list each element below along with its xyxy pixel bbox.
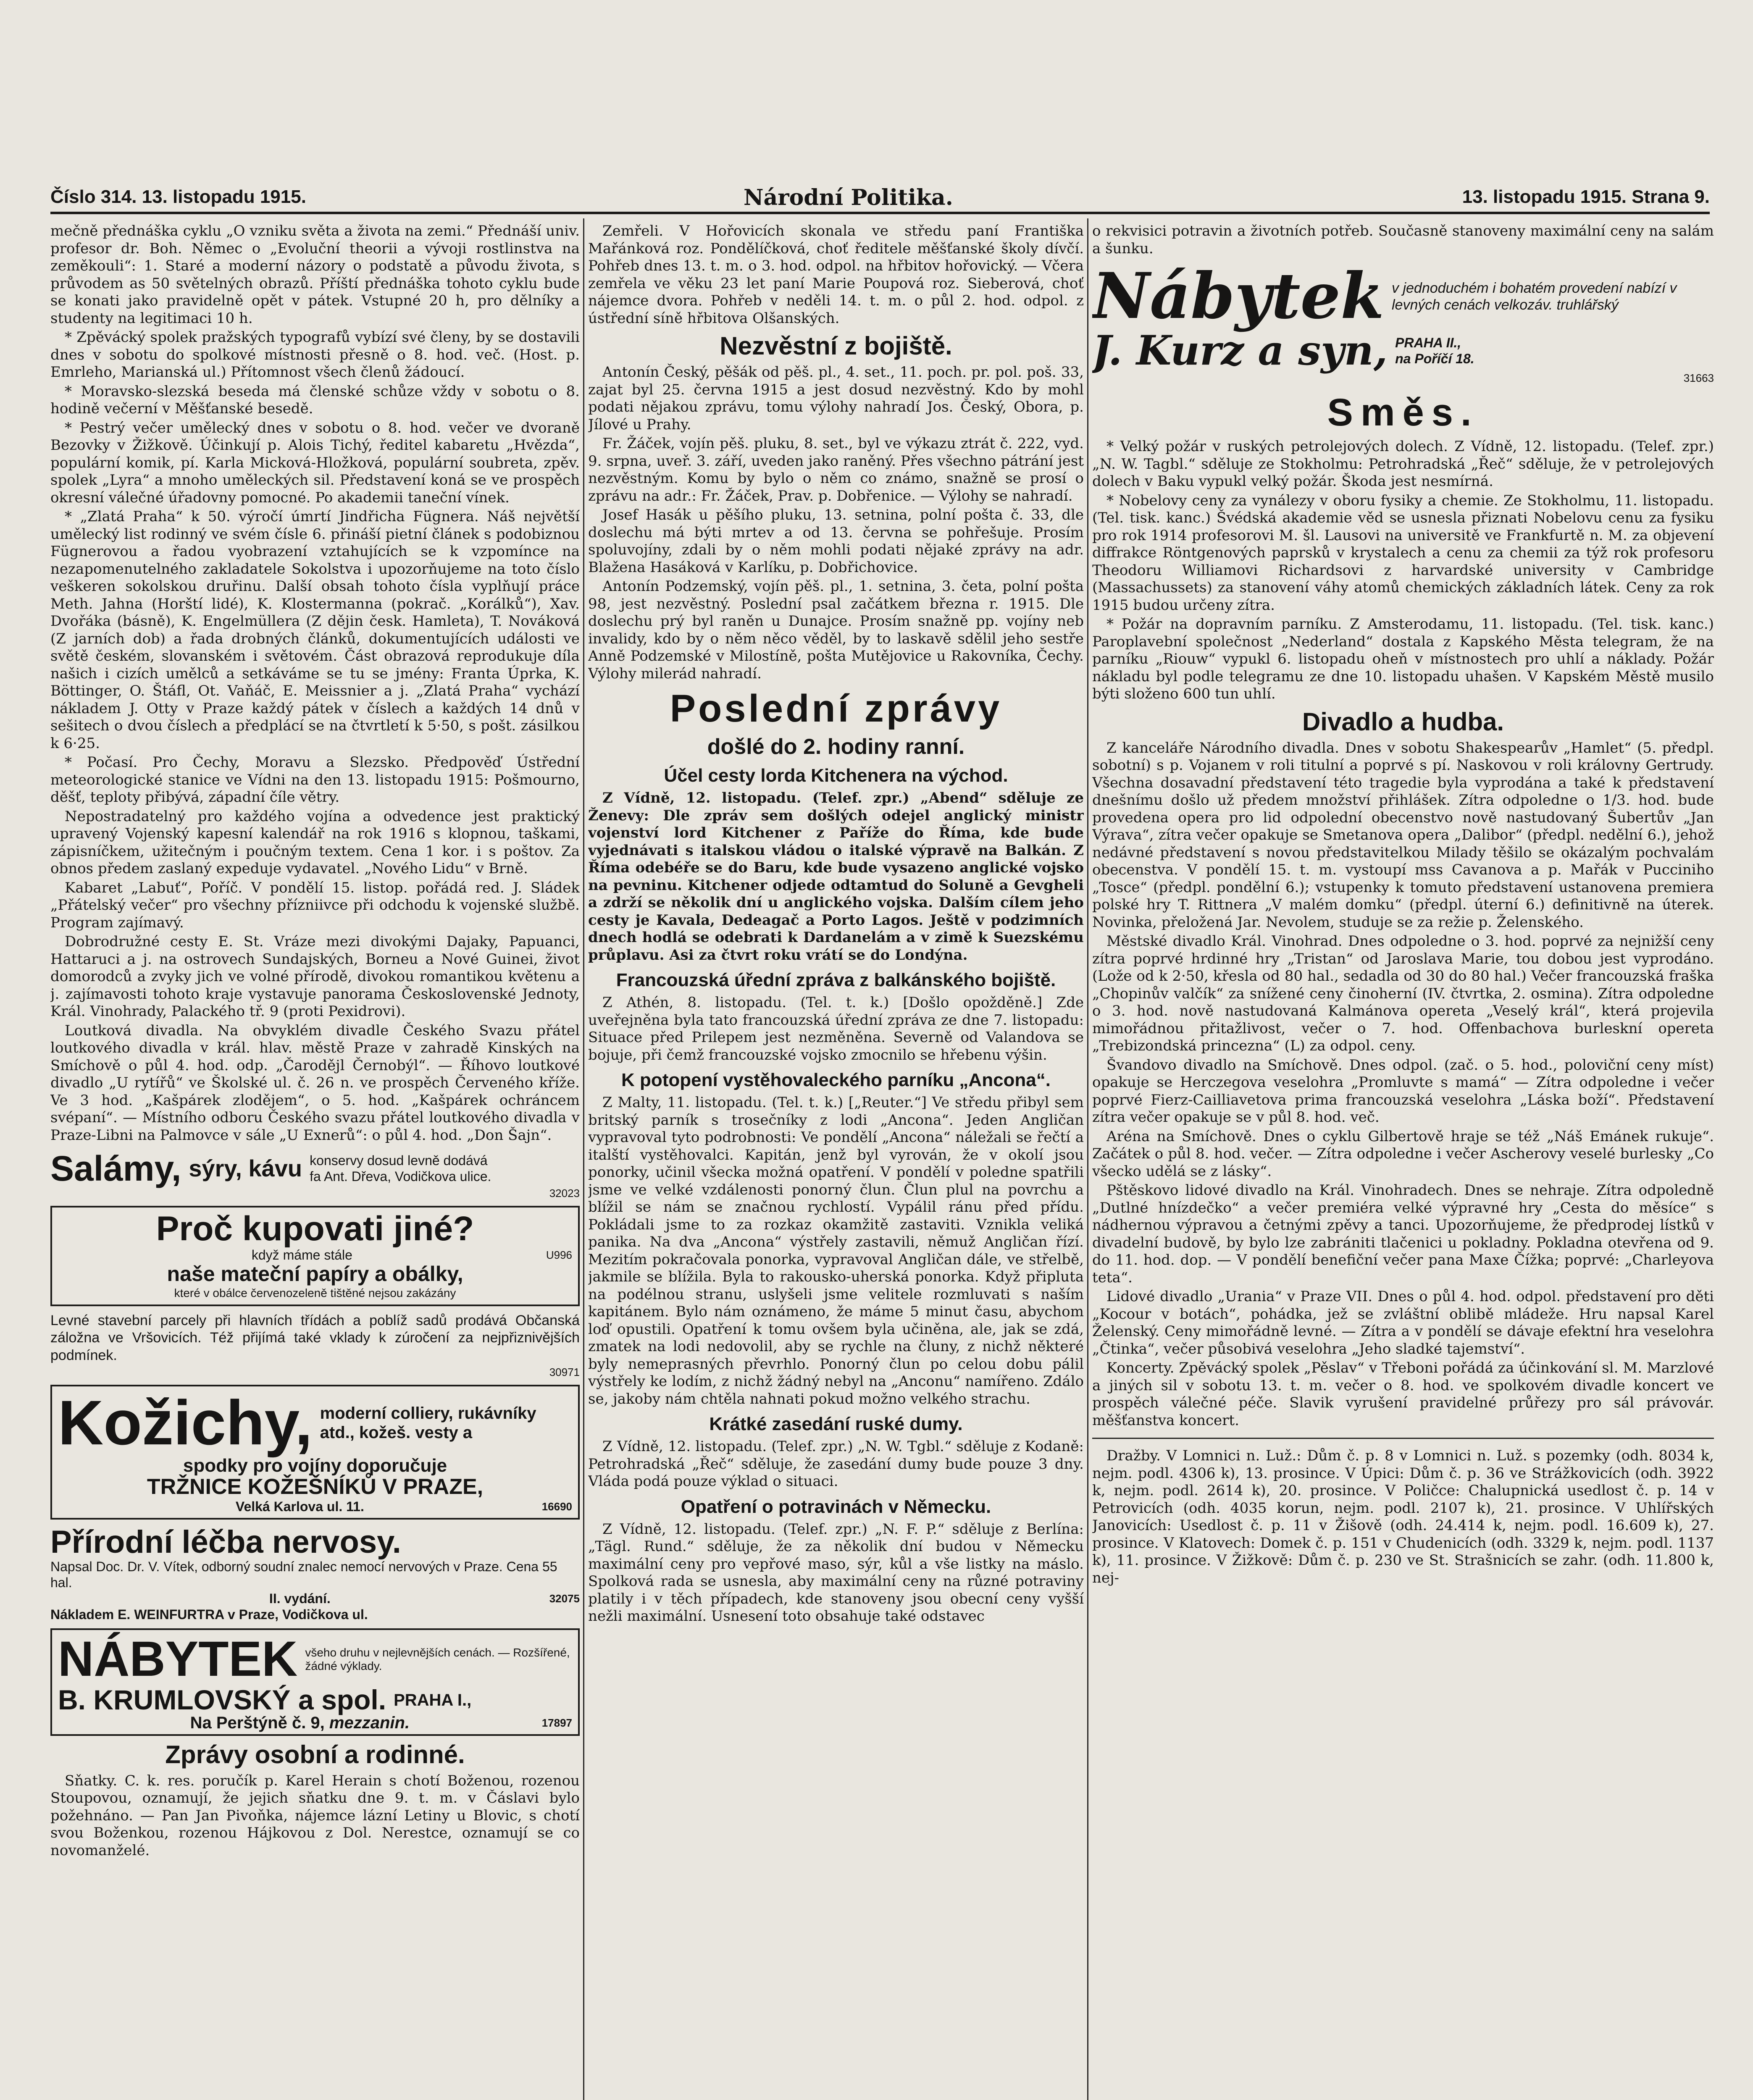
- ad-nabytek-floor: mezzanin.: [329, 1713, 410, 1732]
- article-paragraph: Z kanceláře Národního divadla. Dnes v sobotu Shakespearův „Hamlet“ (5. předpl. sobotní) s p. Vojanem v roli titulní a poprvé s pí. Naskovou v roli královny Gertrudy. Všechna dosavadní představení této tragedie byla vyprodána a také k představení dnešnímu došlo už předem množství přihlášek. Zítra odpoledne o 1/3. hod. bude provedena opera pro lid odpolední obecenstvo nově nastudovaný Šubertův „Jan Výrava“, zítra večer opakuje se Smetanova opera „Dalibor“ (předpl. nedělní 6.), jehož nedávné představení s novou představitelkou Milady těšilo se okázalým pochvalám obecenstva. V pondělí 15. t. m. vystoupí mss Cavanova a p. Mařák v Pucciniho „Tosce“ (předpl. pondělní 6.); vstupenky k tomuto představení ustanovena premiera polské hry T. Rittnera „V malém domku“ (předpl. úterní 6.) definitivně na úterek. Novinka, přeložená Jar. Nevolem, studuje se za režie p. Želenského.: [1092, 739, 1714, 931]
- ad-prirodni-edition-label: II. vydání.: [269, 1591, 331, 1606]
- ad-proc-slogan: naše mateční papíry a obálky,: [167, 1262, 463, 1286]
- ad-kozichy-line: spodky pro vojíny doporučuje: [183, 1455, 447, 1476]
- article-paragraph: * Moravsko-slezská beseda má členské schůze vždy v sobotu o 8. hodině večerní v Měšťanské besedě.: [50, 383, 580, 417]
- ad-nabytek-kurz-company: J. Kurz a syn,: [1092, 326, 1388, 374]
- article-paragraph: Pštěskovo lidové divadlo na Král. Vinohradech. Dnes se nehraje. Zítra odpoledně „Dutlné hnízdečko“ a večer premiéra velké výpravné hry „Cesta do měsíce“ s nádhernou výpravou a četnými zpěvy a tanci. Upozorňujeme, že předprodej lístků v divadelní budově, by bylo lze zabrániti tlačenici u pokladny. Pokladna otevřena od 9. do 11. hod. dop. — V pondělí benefiční večer pana Maxe Čížka; poprvé: „Charleyova teta“.: [1092, 1182, 1714, 1286]
- article-headline: K potopení vystěhovaleckého parníku „Ancona“.: [621, 1070, 1051, 1090]
- article-paragraph: Z Vídně, 12. listopadu. (Telef. zpr.) „N. F. P.“ sděluje z Berlína: „Tägl. Rund.“ sděluje, že za několik dní budou v Německu maximální ceny pro vepřové maso, sýr, kůl a vše listky na máslo. Spolková rada se usnesla, aby maximální ceny na různé potraviny platily i v těch případech, kde stanoveny jsou obecní ceny vyšší nežli maximální. Usnesení toto obsahuje také odstavec: [588, 1520, 1084, 1625]
- ad-nabytek-kurz-side: v jednoduchém i bohatém provedení nabízí v levných cenách velkozáv. truhlářský: [1392, 280, 1677, 313]
- ad-parcely-text: Levné stavební parcely při hlavních třídách a poblíž sadů prodává Občanská záložna ve Vršovicích. Též přijímá také vklady k zúročení za nejpřiznivějších podmínek.: [50, 1312, 580, 1363]
- ad-proc-text: [58, 1247, 572, 1263]
- ad-nabytek-kurz: [1092, 259, 1714, 386]
- ad-code: U996: [546, 1249, 572, 1262]
- ad-parcely: [50, 1310, 580, 1381]
- ad-prirodni-edition: [50, 1591, 580, 1606]
- ad-code: 17897: [541, 1716, 572, 1729]
- ad-kozichy-side: moderní colliery, rukávníky atd., kožeš. vesty a: [320, 1404, 536, 1442]
- article-paragraph: Josef Hasák u pěšího pluku, 13. setnina, polní pošta č. 33, dle doslechu má býti mrtev a od 13. června se pohřešuje. Prosím spoluvojíny, zdali by o něm mohli podati nějaké zprávy na adr. Blažena Hasáková v Karlíku, p. Dobřichovice.: [588, 507, 1084, 576]
- ad-salamy-text: fa Ant. Dřeva, Vodičkova ulice.: [310, 1169, 491, 1184]
- column-1: [50, 223, 580, 2100]
- article-paragraph: Dobrodružné cesty E. St. Vráze mezi divokými Dajaky, Papuanci, Hattaruci a j. na ostrovech Sundajských, Borneu a Nové Guinei, život domorodců a zvyky jich ve volné přírodě, divokou romantikou květenu a j. zajímavosti tohoto kraje vystavuje panorama Československé Jednoty, Král. Vinohrady, Palackého tř. 9 (proti Pexidrovi).: [50, 933, 580, 1020]
- article-paragraph: * Zpěvácký spolek pražských typografů vybízí své členy, by se dostavili dnes v sobotu do spolkové místnosti přesně o 8. hod. več. (Host. p. Emrleho, Marianská ul.) Přítomnost všech členů žádoucí.: [50, 329, 580, 381]
- ad-proc-kupovati: [50, 1206, 580, 1306]
- article-paragraph: Loutková divadla. Na obvyklém divadle Českého Svazu přátel loutkového divadla v král. hlav. městě Praze v zahradě Kinských na Smíchově o půl 4. hod. odp. „Čarodějl Černobýl“. — Říhovo loutkové divadlo „U rytířů“ ve Školské ul. č. 26 n. ve prospěch Červeného kříže. Ve 3 hod. „Kašpárek zlodějem“, o 5. hod. „Kašpárek ochráncem svépaní“. — Místního odboru Českého svazu přátel loutkového divadla v Praze-Libni na Palmovce v sále „U Exnerů“: o půl 4. hod. „Don Šajn“.: [50, 1022, 580, 1144]
- ad-prirodni-title: Přírodní léčba nervosy.: [50, 1524, 401, 1560]
- article-paragraph: Zemřeli. V Hořovicích skonala ve středu paní Františka Mařánková roz. Pondělíčková, choť ředitele měšťanské školy dívčí. Pohřeb dnes 13. t. m. o 3. hod. odpol. na hřbitov hořovický. — Včera zemřela ve věku 23 let paní Marie Poupová roz. Sieberová, choť nájemce dvora. Pohřeb v neděli 14. t. m. o půl 2. hod. odpol. z ústřední síně hřbitova Olšanských.: [588, 223, 1084, 327]
- ad-nabytek-title: NÁBYTEK: [58, 1631, 298, 1687]
- ad-nabytek-city: PRAHA I.,: [394, 1690, 472, 1709]
- ad-kozichy-address: [58, 1499, 572, 1515]
- article-paragraph: * Požár na dopravním parníku. Z Amsterodamu, 11. listopadu. (Tel. tisk. kanc.) Paroplavební společnost „Nederland“ dostala z Kapského Města telegram, že na parníku „Riouw“ vypukl 6. listopadu oheň v místnostech pro uhlí a náklady. Požár nákladu byl podle telegramu ze dne 10. listopadu uhašen. V Kapském Městě musilo býti složeno 600 tun uhlí.: [1092, 616, 1714, 703]
- ad-kozichy-shop: TRŽNICE KOŽEŠNÍKŮ V PRAZE,: [147, 1474, 484, 1499]
- masthead-title: Národní Politika.: [744, 185, 953, 210]
- ad-salamy: [50, 1148, 580, 1202]
- article-paragraph: Z Vídně, 12. listopadu. (Telef. zpr.) „N. W. Tgbl.“ sděluje z Kodaně: Petrohradská „Řeč“ sděluje, že zasedání dumy bude pouze 3 dny. Vláda podá pouze výklad o situaci.: [588, 1438, 1084, 1490]
- ad-kozichy-title: Kožichy,: [58, 1387, 313, 1458]
- article-headline: Francouzská úřední zpráva z balkánského bojiště.: [616, 970, 1056, 990]
- article-paragraph: Lidové divadlo „Urania“ v Praze VII. Dnes o půl 4. hod. odpol. představení pro děti „Kocour v botách“, pohádka, jež se zvláštní oblibě mládeže. Hru napsal Karel Želenský. Ceny mimořádně levné. — Zítra a v pondělí se dávaje efektní hra veselohra „Čtinka“, večer působivá veselohra „Jeho sladké tajemství“.: [1092, 1288, 1714, 1357]
- page-info: 13. listopadu 1915. Strana 9.: [1462, 186, 1710, 207]
- article-paragraph: Antonín Český, pěšák od pěš. pl., 4. set., 11. poch. pr. pol. poš. 33, zajat byl 25. června 1915 a jest dosud nezvěstný. Kdo by mohl podati nějakou zprávu, tomu výlohy nahradí Jos. Český, Obora, p. Jílové u Prahy.: [588, 364, 1084, 433]
- article-headline: Účel cesty lorda Kitchenera na východ.: [664, 765, 1008, 786]
- article-headline: Opatření o potravinách v Německu.: [681, 1496, 991, 1517]
- column-rule: [583, 218, 584, 2100]
- article-paragraph: Švandovo divadlo na Smíchově. Dnes odpol. (zač. o 5. hod., poloviční ceny míst) opakuje se Herczegova veselohra „Promluvte s mamá“ — Zítra odpoledne i večer poprvé Fierz-Cailliavetova prima francouzská veselohra „Láska boží“. Představení zítra večer opakuje se v půl 8. hod. več.: [1092, 1056, 1714, 1126]
- article-paragraph: Z Malty, 11. listopadu. (Tel. t. k.) [„Reuter.“] Ve středu přibyl sem britský parník s trosečníky z lodi „Ancona“. Jeden Angličan vypravoval tyto podrobnosti: Ve pondělí „Ancona“ náležali se řečtí a italští vystěhovalci. Kapitán, jenž byl vyrován, že v okolí jsou ponorky, učinil všecka možná opatření. V pondělí v poledne spatřili jsme ve velké vzdálenosti ponorný člun. Člun plul na povrchu a blížil se nám se značnou rychlostí. Vypálil ránu před přídu. Pokládali jsme to za rozkaz okamžitě zastaviti. Vznikla veliká panika. Na dva „Ancona“ výstřely zastavili, němuž Angličan řízí. Mezitím pokračovala ponorka, vypravoval Angličan dále, ve střelbě, jakmile se blížila. Byla to rakousko-uherská ponorka. Když připluta na podélnou stranu, uslyšeli jsme velitele rozmluvati s naším kapitánem. Bylo nám oznámeno, že máme 5 minut času, abychom loď opustili. Opatření k tomu ovšem byla učiněna, ale, jak se zdá, zmatek na lodi nedovolil, aby se rychle na čluny, z nichž některé byly nemeprasných převrhlo. Ponorný člun po celou dobu pálil výstřely ke lodím, z nichž žádný nebyl na „Anconu“ namířeno. Zdálo se, jakoby nám chtěla nahnati pokud možno velkého strachu.: [588, 1094, 1084, 1407]
- ad-proc-line: když máme stále: [251, 1247, 352, 1263]
- ad-nabytek-street: Na Perštýně č. 9,: [190, 1713, 325, 1732]
- article-paragraph: o rekvisici potravin a životních potřeb. Současně stanoveny maximální ceny na salám a šunku.: [1092, 223, 1714, 257]
- article-paragraph: * „Zlatá Praha“ k 50. výročí úmrtí Jindřicha Fügnera. Náš největší umělecký list rodinný ve svém čísle 6. přináší pietní článek s podobiznou Fügnerovou a řadou vyobrazení vztahujících se k vzpomínce na nezapomenutelného zakladatele Sokolstva i upozorňujeme na toto číslo veškeren sokolskou druřinu. Další obsah tohoto čísla vyplňují práce Meth. Jahna (Horští lidé), K. Klostermanna (pokrač. „Korálků“), Xav. Dvořáka (básně), K. Engelmüllera (Z dějin česk. Hamleta), T. Nováková (Z jarních dob) a řada drobných článků, dokumentujících události ve světě českém, slovanském i světovém. Část obrazová reprodukuje díla našich i cizích umělců a setkáváme se tu se jmény: Franta Úprka, K. Böttinger, O. Štáfl, Ot. Vaňáč, E. Meissnier a j. „Zlatá Praha“ vychází nákladem J. Otty v Praze každý pátek v číslech a každých 14 dnů v sešitech o dvou číslech a předplácí se na čtvrtletí k 5·50, s pošt. zásilkou k 6·25.: [50, 508, 580, 752]
- article-headline: Krátké zasedání ruské dumy.: [709, 1414, 963, 1434]
- article-paragraph: Kabaret „Labuť“, Poříč. V pondělí 15. listop. pořádá red. J. Sládek „Přátelský večer“ pro všechny přízniivce při odchodu k vojenské službě. Program zajímavý.: [50, 879, 580, 931]
- page-header: [50, 185, 1710, 214]
- ad-nabytek-kurz-title: Nábytek: [1092, 259, 1384, 333]
- ad-prirodni-publisher: Nákladem E. WEINFURTRA v Praze, Vodičkova ul.: [50, 1607, 368, 1622]
- article-paragraph: Fr. Žáček, vojín pěš. pluku, 8. set., byl ve výkazu ztrát č. 222, vyd. 9. srpna, uveř. 3. září, uveden jako raněný. Přes všechno pátrání jest nezvěstným. Komu by bylo o něm co známo, snažně se prosí o zprávu na adr.: Fr. Žáček, Prav. p. Dobřenice. — Výlohy se nahradí.: [588, 435, 1084, 504]
- column-3: [1092, 223, 1714, 2100]
- article-paragraph: Z Vídně, 12. listopadu. (Telef. zpr.) „Abend“ sděluje ze Ženevy: Dle zpráv sem došlých odejel anglický ministr vojenství lord Kitchener z Paříže do Říma, kde bude vyjednávati s italskou vládou o italské výpravě na Balkán. Z Říma odebéře se do Baru, kde bude vysazeno anglické vojsko na pevninu. Kitchener odjede odtamtud do Soluně a Gevgheli a zdrží se několik dní u anglického vojska. Dalším cílem jeho cesty je Kavala, Dedeagač a Porto Lagos. Ještě v podzimních dnech hodlá se odebrati k Dardanelám a v zimě k Suezskému průplavu. Asi za čtvrt roku vrátí se do Londýna.: [588, 790, 1084, 963]
- ad-kozichy-street: Velká Karlova ul. 11.: [235, 1499, 364, 1514]
- article-paragraph: * Pestrý večer umělecký dnes v sobotu o 8. hod. večer ve dvoraně Bezovky v Žižkově. Účinkují p. Alois Tichý, ředitel kabaretu „Hvězda“, populární komik, pí. Karla Micková-Hložková, populární soubreta, zpěv. spolek „Lyra“ a mnoho uměleckých sil. Představení koná se ve prospěch okresní válečné úřadovny pomocné. Po akademii taneční vínek.: [50, 419, 580, 506]
- section-heading-nezvestni: Nezvěstní z bojiště.: [720, 332, 952, 360]
- ad-nabytek-company: B. KRUMLOVSKÝ a spol.: [58, 1684, 386, 1716]
- ad-salamy-subtitle: sýry, kávu: [189, 1155, 302, 1181]
- ad-nabytek-krumlovsky: [50, 1628, 580, 1735]
- ad-nabytek-kurz-address: na Poříčí 18.: [1395, 351, 1474, 366]
- article-paragraph: mečně přednáška cyklu „O vzniku světa a života na zemi.“ Přednáší univ. profesor dr. Boh. Němec o „Evoluční theorii a vývoji rostlinstva na zeměkouli“: 1. Staré a moderní názory o podstatě a původu života, s průvodem as 50 světelných obrazů. Příští přednáška tohoto cyklu bude se konati jako pravidelně opět v pátek. Vstupné 20 h, pro dělníky a studenty na legitimaci 10 h.: [50, 223, 580, 327]
- article-paragraph: * Nobelovy ceny za vynálezy v oboru fysiky a chemie. Ze Stokholmu, 11. listopadu. (Tel. tisk. kanc.) Švédská akademie věd se usnesla přiznati Nobelovu cenu za fysiku pro rok 1914 profesorovi M. šl. Lausovi na universitě ve Frankfurtě n. M. za objevení diffrakce Röntgenových paprsků v krystalech a cenu za chemii za týž rok profesoru Theodoru Williamovi Richardsovi z harvardské university v Cambridge (Massachussets) za stanovení váhy atomů chemických základních látek. Ceny za rok 1915 budou určeny zítra.: [1092, 492, 1714, 614]
- article-paragraph: * Velký požár v ruských petrolejových dolech. Z Vídně, 12. listopadu. (Telef. zpr.) „N. W. Tagbl.“ sděluje ze Stokholmu: Petrohradská „Řeč“ sděluje, že v petrolejových dolech v Baku vypukl velký požár. Škoda jest nesmírná.: [1092, 438, 1714, 490]
- article-paragraph: Městské divadlo Král. Vinohrad. Dnes odpoledne o 3. hod. poprvé za nejnižší ceny zítra poprvé hrdinné hry „Tristan“ od Jaroslava Marie, tou dobou jest vyprodáno. (Lože od k 2·50, křesla od 80 hal., sedadla od 30 do 80 hal.) Večer francouzská fraška „Chopinův valčík“ za snížené ceny činoherní (IV. čtvrtka, 2. osmina). Zítra odpoledne o 3. hod. nově nastudovaná Kalmánova opereta „Veselý král“, která projevila mimořádnou přitažlivost, večer o 7. hod. Offenbachova burleskní opereta „Trebizondská princezna“ (L) za odpol. ceny.: [1092, 933, 1714, 1055]
- ad-code: 31663: [1683, 372, 1714, 385]
- ad-nabytek-address: [58, 1715, 572, 1731]
- section-heading-osobni: Zprávy osobní a rodinné.: [165, 1740, 465, 1769]
- article-paragraph: Antonín Podzemský, vojín pěš. pl., 1. setnina, 3. četa, polní pošta 98, jest nezvěstný. Poslední psal začátkem března r. 1915. Dle doslechu prý byl raněn u Dunajce. Prosím snažně pp. vojíny neb invalidy, kdo by o něm něco věděl, by to laskavě sdělil jeho sestře Anně Podzemské v Milostíně, pošta Mutějovice u Rakovníka, Čechy. Výlohy milerád nahradí.: [588, 578, 1084, 682]
- ad-nabytek-kurz-city: PRAHA II.,: [1395, 335, 1461, 350]
- column-2: [588, 223, 1084, 2100]
- section-heading-posledni: Poslední zprávy: [670, 687, 1002, 730]
- ad-prirodni-text: Napsal Doc. Dr. V. Vítek, odborný soudní znalec nemocí nervových v Praze. Cena 55 hal.: [50, 1559, 557, 1591]
- section-heading-smes: Směs.: [1327, 391, 1479, 434]
- ad-prirodni-lecba: [50, 1524, 580, 1625]
- issue-info: Číslo 314. 13. listopadu 1915.: [50, 186, 306, 207]
- ad-kozichy: [50, 1385, 580, 1519]
- ad-proc-title: Proč kupovati jiné?: [156, 1210, 474, 1248]
- ad-nabytek-side: všeho druhu v nejlevnějších cenách. — Rozšířené, žádné výklady.: [305, 1646, 570, 1673]
- ad-code: 16690: [541, 1500, 572, 1513]
- article-paragraph: Aréna na Smíchově. Dnes o cyklu Gilbertově hraje se též „Náš Emánek rukuje“. Začátek o půl 8. hod. večer. — Zítra odpoledne i večer Ascherovy veselé burlesky „Co všecko udělá se z lásky“.: [1092, 1128, 1714, 1180]
- article-paragraph: Koncerty. Zpěvácký spolek „Pěslav“ v Třeboni pořádá za účinkování sl. M. Marzlové a jiných sil v sobotu 13. t. m. večer o 8. hod. ve spolkovém divadle koncert ve prospěch válečné péče. Slavik vyrušení pravidelné průřezy pro sál právovár. měšťanstva koncert.: [1092, 1360, 1714, 1429]
- ad-salamy-text: konservy dosud levně dodává: [310, 1153, 488, 1168]
- column-rule: [1087, 218, 1088, 2100]
- ad-proc-note: které v obálce červenozeleně tištěné nejsou zakázány: [174, 1286, 456, 1299]
- section-heading-divadlo: Divadlo a hudba.: [1302, 707, 1504, 736]
- divider: [1092, 1438, 1714, 1439]
- article-paragraph: * Počasí. Pro Čechy, Moravu a Slezsko. Předpověď Ústřední meteorologické stanice ve Vídni na den 13. listopadu 1915: Pošmourno, děšť, teploty přibývá, západní číle větry.: [50, 754, 580, 806]
- article-paragraph: Dražby. V Lomnici n. Luž.: Dům č. p. 8 v Lomnici n. Luž. s pozemky (odh. 8034 k, nejm. podl. 4306 k), 13. prosince. V Úpici: Dům č. p. 36 ve Strážkovicích (odh. 3922 k, nejm. podl. 2614 k), 20. prosince. V Poličce: Chalupnická usedlost č. p. 14 v Petrovicích (odh. 4035 korun, nejm. podl. 2107 k), 21. prosince. V Uhlířských Janovicích: Usedlost č. p. 11 v Žišově (odh. 24.414 k, nejm. podl. 16.609 k), 27. prosince. V Klatovech: Domek č. p. 151 v Chudenicích (odh. 3329 k, nejm. podl. 1137 k), 11. prosince. V Žižkově: Dům č. p. 230 ve St. Strašnicích se zahr. (odh. 11.800 k, nej-: [1092, 1447, 1714, 1586]
- article-paragraph: Sňatky. C. k. res. poručík p. Karel Herain s chotí Boženou, rozenou Stoupovou, oznamují, že jejich sňatku dne 9. t. m. v Čáslavi bylo požehnáno. — Pan Jan Pivoňka, nájemce lázní Letiny u Blovic, s chotí svou Boženkou, rozenou Hájkovou z Dol. Nerestce, oznamují se co novomanželé.: [50, 1772, 580, 1859]
- article-paragraph: Z Athén, 8. listopadu. (Tel. t. k.) [Došlo opožděně.] Zde uveřejněna byla tato francouzská úřední zpráva ze dne 7. listopadu: Situace před Prilepem jest nezměněna. Severně od Valandova se bojuje, při čemž francouzské vojsko zmocnilo se hřebenu výšin.: [588, 994, 1084, 1063]
- article-paragraph: Nepostradatelný pro každého vojína a odvedence jest praktický upravený Vojenský kapesní kalendář na rok 1916 s klopnou, taškami, zápisníčkem, užitečným i poučným textem. Cena 1 kor. i s poštov. Za obnos předem zaslaný expeduje vydavatel. „Nového Lidu“ v Brně.: [50, 808, 580, 877]
- section-subheading: došlé do 2. hodiny ranní.: [707, 735, 965, 759]
- ad-salamy-title: Salámy,: [50, 1149, 181, 1188]
- ad-code: 30971: [549, 1366, 580, 1379]
- ad-code: 32075: [549, 1592, 580, 1605]
- ad-code: 32023: [549, 1187, 580, 1200]
